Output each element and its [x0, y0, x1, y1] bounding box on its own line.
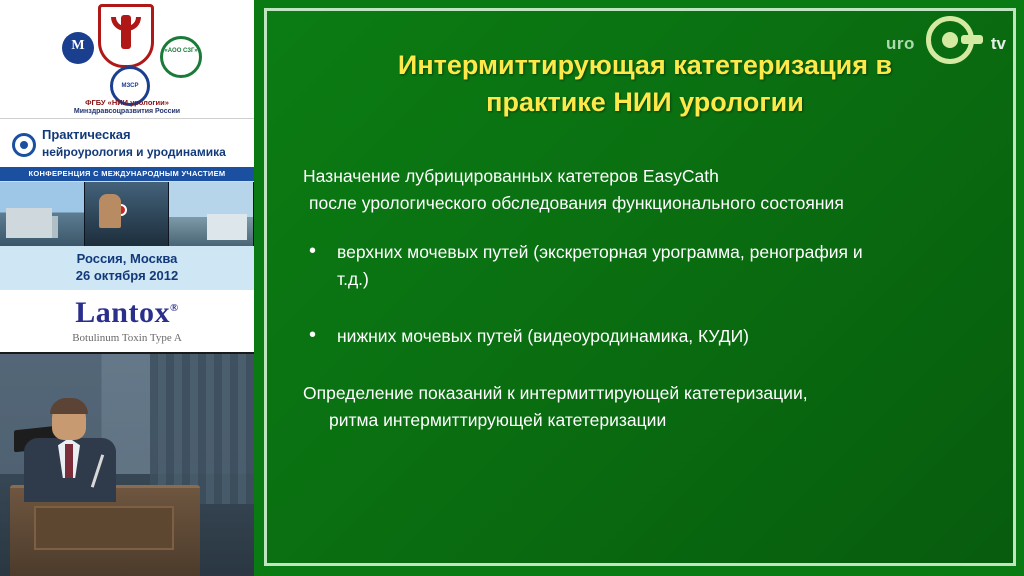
slide-closing-line1: Определение показаний к интермиттирующей катетеризации,	[303, 383, 808, 403]
speaker-video-feed	[0, 354, 254, 576]
conference-title-band	[0, 119, 254, 182]
slide-title-line2: практике НИИ урологии	[486, 87, 804, 117]
venue-photo-strip	[0, 182, 254, 246]
bullet-2-line1: нижних мочевых путей (видеоуродинамика, КУДИ)	[337, 326, 750, 346]
conference-logo-icon	[12, 133, 36, 157]
conference-subtitle-strip: КОНФЕРЕНЦИЯ С МЕЖДУНАРОДНЫМ УЧАСТИЕМ	[0, 167, 254, 181]
sponsor-brand-subtitle: Botulinum Toxin Type A	[72, 332, 182, 344]
slide-closing-line2: ритма интермиттирующей катетеризации	[329, 410, 667, 430]
channel-watermark	[886, 10, 1006, 66]
list-item	[303, 239, 991, 293]
slide-bullet-list	[303, 239, 991, 350]
event-location: Россия, Москва	[76, 251, 178, 266]
record-indicator-icon	[115, 204, 127, 216]
institute-name-line2: Минздравсоцразвития России	[73, 108, 181, 115]
speaker-tie	[65, 444, 73, 478]
conference-title-line1: Практическая	[42, 127, 131, 142]
bullet-1-line2: т.д.)	[337, 269, 369, 289]
conference-sidebar	[0, 0, 254, 576]
slide-closing-paragraph	[303, 380, 991, 434]
registered-mark: ®	[169, 302, 179, 314]
slide-intro-line2: после урологического обследования функционального состояния	[309, 193, 844, 213]
slide-intro-line1: Назначение лубрицированных катетеров EasyCath	[303, 166, 719, 186]
institute-emblem-icon	[98, 4, 154, 68]
presentation-slide	[254, 0, 1024, 576]
event-date: 26 октября 2012	[75, 268, 179, 283]
institute-logo-band	[0, 0, 254, 119]
health-ministry-logo-label: МЗСР	[121, 83, 139, 89]
venue-photo-2	[85, 182, 170, 246]
venue-photo-3	[169, 182, 254, 246]
slide-title-line1: Интермиттирующая катетеризация в	[397, 50, 893, 80]
venue-photo-1	[0, 182, 85, 246]
association-logo-label: «АОО СЗГ»	[164, 48, 198, 54]
list-item	[303, 323, 991, 350]
sponsor-brand-text: Lantox	[75, 296, 170, 329]
watermark-left-text: uro	[886, 34, 915, 53]
slide-body	[303, 163, 991, 452]
association-logo-icon	[160, 36, 202, 78]
slide-intro-paragraph	[303, 163, 991, 217]
hall-curtain	[150, 354, 254, 504]
watermark-right-text: tv	[990, 34, 1006, 53]
sponsor-brand-name	[0, 290, 254, 330]
bullet-1-line1: верхних мочевых путей (экскреторная урограмма, ренография и	[337, 242, 863, 262]
slide-content-area	[264, 8, 1016, 566]
sponsor-brand-band	[0, 290, 254, 354]
slide-title	[307, 47, 983, 121]
ministry-logo-icon	[62, 32, 94, 64]
institute-name-line1: ФГБУ «НИИ урологии»	[85, 98, 169, 107]
institute-name	[0, 98, 254, 116]
event-place-band	[0, 246, 254, 290]
watermark-ring-icon	[926, 16, 974, 64]
conference-title-line2: нейроурология и уродинамика	[42, 145, 226, 159]
